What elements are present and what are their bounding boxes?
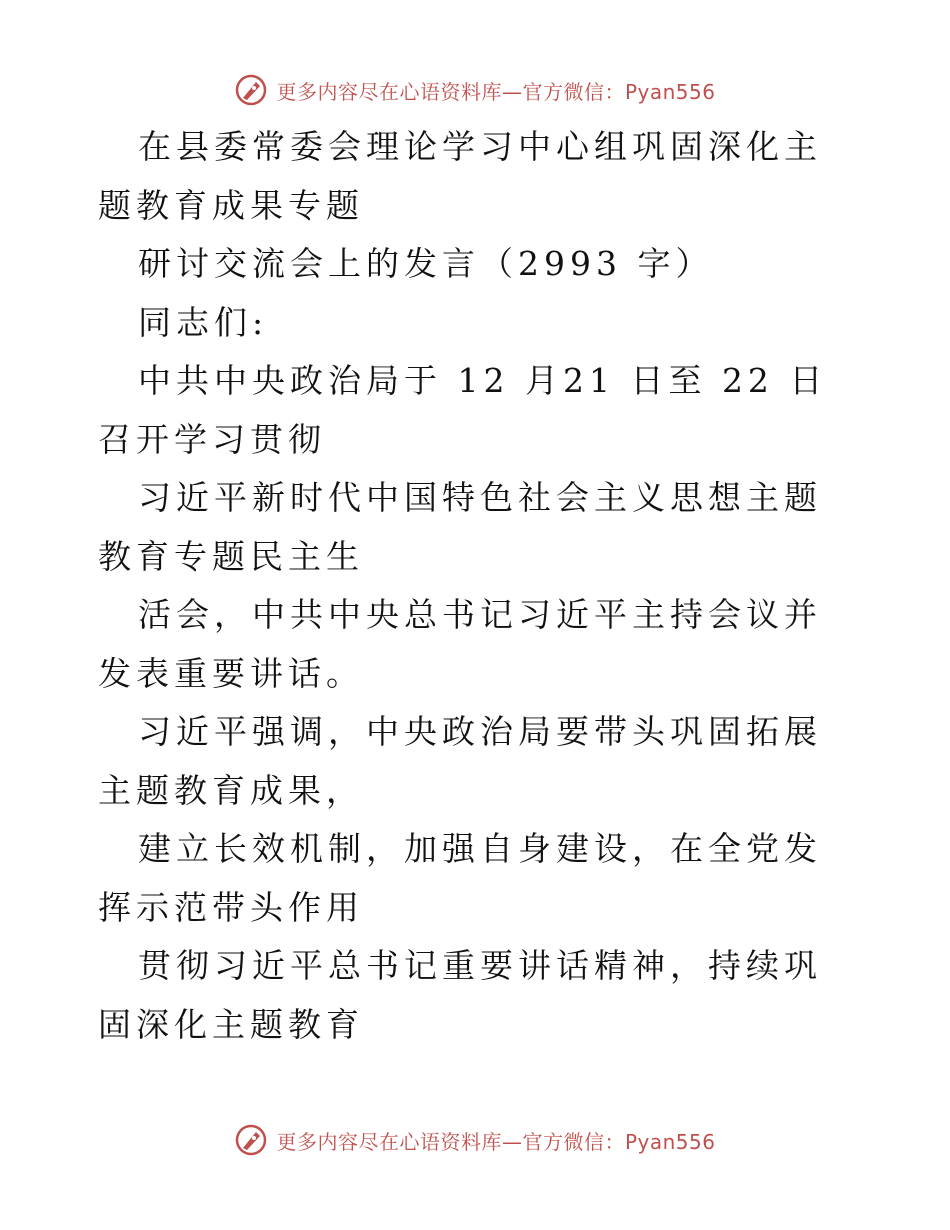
footer-watermark [0, 1120, 950, 1160]
watermark-text: 更多内容尽在心语资料库—官方微信：Pyan556 [276, 1129, 716, 1154]
document-body [98, 118, 858, 1054]
paragraph-body-6: 贯彻习近平总书记重要讲话精神，持续巩固深化主题教育 [98, 946, 822, 1044]
pen-nib-logo-icon [234, 73, 268, 107]
paragraph-body-1: 中共中央政治局于 12 月21 日至 22 日召开学习贯彻 [98, 361, 828, 459]
paragraph-title-line-1: 在县委常委会理论学习中心组巩固深化主题教育成果专题 [98, 127, 822, 225]
paragraph-title-line-2: 研讨交流会上的发言（2993 字） [138, 244, 714, 283]
watermark-text: 更多内容尽在心语资料库—官方微信：Pyan556 [276, 79, 716, 104]
header-watermark [0, 70, 950, 110]
paragraph-body-4: 习近平强调，中央政治局要带头巩固拓展主题教育成果， [98, 712, 822, 810]
paragraph-salutation: 同志们: [138, 302, 269, 342]
paragraph-body-5: 建立长效机制，加强自身建设，在全党发挥示范带头作用 [98, 829, 822, 927]
paragraph-body-2: 习近平新时代中国特色社会主义思想主题教育专题民主生 [98, 478, 822, 576]
pen-nib-logo-icon [234, 1123, 268, 1157]
paragraph-body-3: 活会，中共中央总书记习近平主持会议并发表重要讲话。 [98, 595, 822, 693]
